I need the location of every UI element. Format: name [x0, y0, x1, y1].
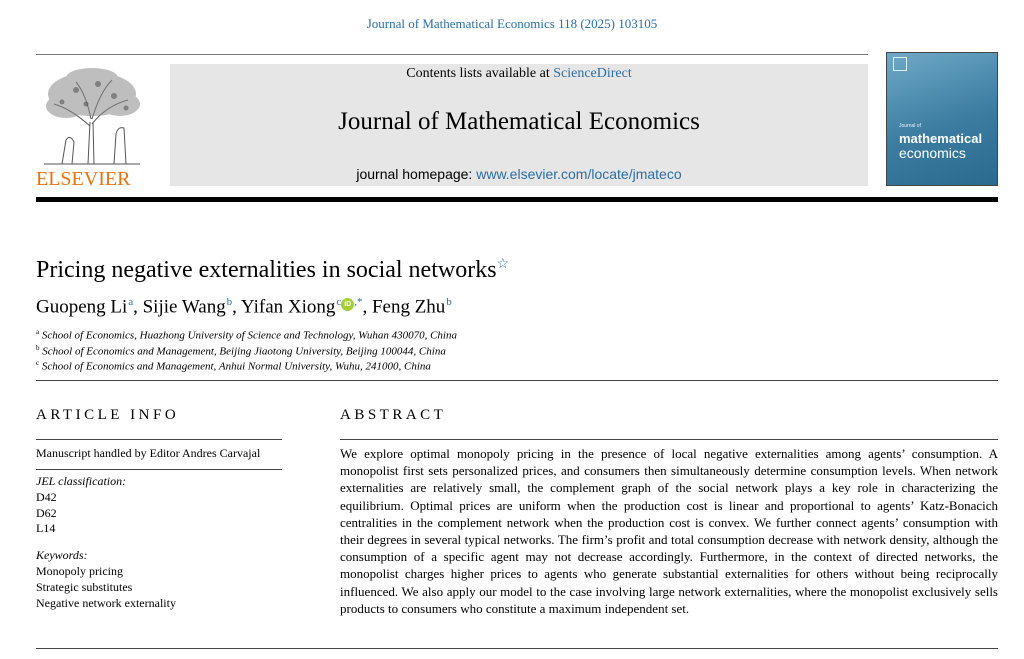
affiliation-text: School of Economics, Huazhong University of Science and Technology, Wuhan 430070, China	[41, 329, 457, 342]
cover-title-line1: mathematical	[899, 131, 983, 146]
abstract-rule	[340, 439, 998, 440]
elsevier-logo[interactable]	[36, 64, 148, 188]
journal-masthead	[170, 64, 868, 186]
orcid-icon[interactable]: iD	[341, 298, 354, 311]
article-title-text: Pricing negative externalities in social networks	[36, 257, 497, 283]
cover-journal-of: Journal of	[899, 123, 921, 129]
elsevier-tree-icon	[36, 64, 148, 168]
keyword: Strategic substitutes	[36, 580, 133, 594]
cover-title-line2: economics	[899, 145, 966, 161]
masthead-rule	[36, 197, 998, 202]
author-name: Guopeng Li	[36, 296, 128, 318]
title-note-star-icon[interactable]: ☆	[496, 257, 510, 272]
article-title	[36, 256, 509, 284]
article-info-rule	[36, 469, 282, 470]
author-affil-link[interactable]: b	[446, 296, 452, 308]
affiliation-a	[36, 328, 457, 342]
affiliation-key: a	[36, 328, 40, 336]
affiliation-key: b	[36, 344, 40, 352]
author-list: Guopeng Li $^a$, Sijie Wang $^b$, Yifan Xiong $^c$ iD ,*, Feng Zhu $^b$	[36, 296, 452, 318]
author-affil-link[interactable]: a	[128, 296, 134, 308]
contents-line	[170, 66, 868, 82]
affiliation-text: School of Economics and Management, Anhui Normal University, Wuhu, 241000, China	[41, 360, 431, 373]
homepage-link[interactable]: www.elsevier.com/locate/jmateco	[476, 166, 682, 182]
article-info-heading: ARTICLE INFO	[36, 407, 180, 423]
abstract-text: We explore optimal monopoly pricing in the presence of local negative externalities among agents’ consumption. A monopolist first sets personalized prices, and consumers then simultaneously determine consumption levels. When network externalities are relatively small, the complement graph of the social network plays a key role in characterizing the equilibrium. Optimal prices are uniform when the production cost is linear and proportional to agents’ Katz-Bonacich centralities in the complement network when the production cost is convex. We further connect agents’ consumption with their degrees in several typical networks. The firm’s profit and total consumption decrease with network density, although the consumption of a specific agent may not decrease accordingly. Furthermore, in the context of directed networks, the monopolist charges higher prices to agents who generate substantial externalities for others without being reciprocally influenced. We also apply our model to the case involving large network externalities, where the monopolist exclusively sells products to consumers who constitute a maximum independent set.	[340, 446, 998, 616]
homepage-prefix: journal homepage:	[356, 166, 477, 182]
affiliation-b	[36, 344, 446, 358]
contents-prefix: Contents lists available at	[406, 66, 554, 81]
affiliation-key: c	[36, 359, 40, 367]
abstract-heading: ABSTRACT	[340, 407, 447, 423]
cover-elsevier-icon	[893, 57, 907, 71]
author-affil-link[interactable]: c	[336, 296, 342, 308]
jel-code: L14	[36, 521, 56, 535]
homepage-line	[170, 166, 868, 182]
section-divider	[36, 380, 998, 381]
article-info-rule	[36, 439, 282, 440]
jel-code: D62	[36, 506, 57, 520]
corresponding-author-mark[interactable]: ,*	[354, 296, 363, 308]
sciencedirect-link[interactable]: ScienceDirect	[553, 66, 632, 81]
author-affil-link[interactable]: b	[226, 296, 233, 308]
journal-title[interactable]: Journal of Mathematical Economics	[338, 108, 700, 135]
keywords-label: Keywords:	[36, 548, 88, 562]
journal-cover[interactable]	[886, 52, 998, 186]
journal-reference[interactable]: Journal of Mathematical Economics 118 (2025) 103105	[366, 16, 658, 31]
elsevier-wordmark: ELSEVIER	[36, 168, 131, 190]
keyword: Negative network externality	[36, 596, 176, 610]
jel-code: D42	[36, 490, 57, 504]
top-divider	[36, 54, 868, 55]
affiliation-c	[36, 359, 431, 373]
affiliation-text: School of Economics and Management, Beijing Jiaotong University, Beijing 100044, China	[42, 345, 446, 358]
jel-label: JEL classification:	[36, 474, 127, 488]
keyword: Monopoly pricing	[36, 564, 123, 578]
editor-line: Manuscript handled by Editor Andres Carvajal	[36, 446, 261, 460]
author-name: Sijie Wang	[142, 296, 226, 318]
author-name: Feng Zhu	[371, 296, 446, 318]
bottom-divider	[36, 648, 998, 649]
author-name: Yifan Xiong	[240, 296, 336, 318]
